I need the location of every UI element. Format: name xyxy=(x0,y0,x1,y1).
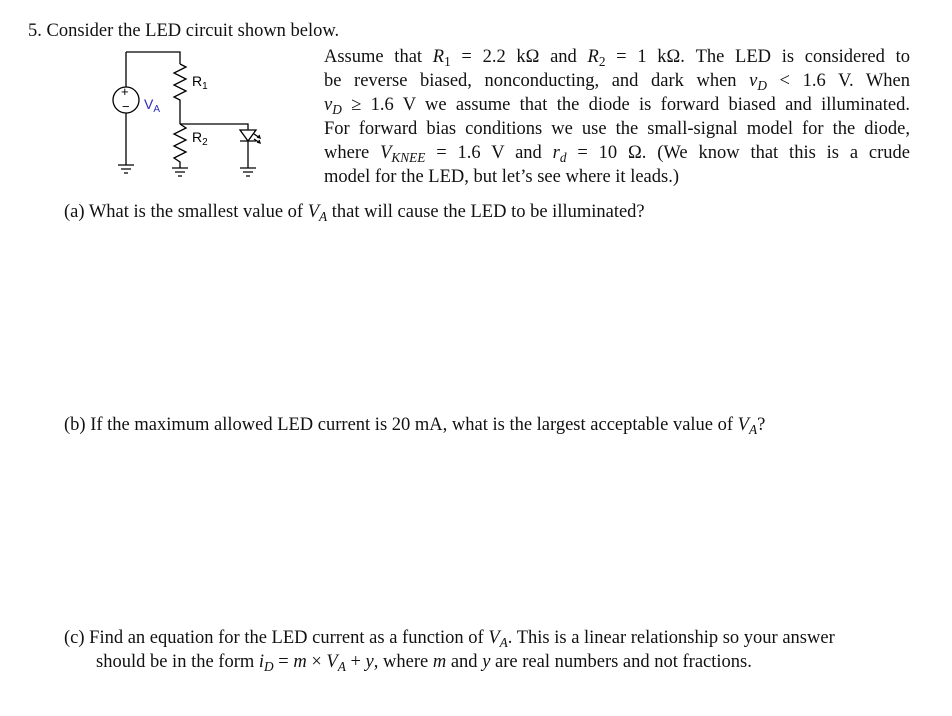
assumption-line-2: be reverse biased, nonconducting, and dark when $v_D < 1.6$ V. When xyxy=(324,71,910,93)
led-circuit-schematic xyxy=(104,44,276,184)
part-a-question: (a) What is the smallest value of $V_A$ that will cause the LED to be illuminated? xyxy=(64,202,645,224)
resistor-r2-symbol xyxy=(174,124,186,168)
question-header xyxy=(28,19,339,43)
source-plus-sign: + xyxy=(121,84,129,99)
resistor-r2-label: $R_2$ xyxy=(192,129,208,148)
assumption-line-4: For forward bias conditions we use the small-signal model for the diode, xyxy=(324,119,910,139)
resistor-r1-symbol xyxy=(174,64,186,124)
assumption-line-6: model for the LED, but let’s see where it leads.) xyxy=(324,167,679,187)
assumption-line-5: where $V_{KNEE} = 1.6$ V and $r_d = 10$ Ω. (We know that this is a crude xyxy=(324,143,910,165)
ground-led-icon xyxy=(240,168,256,176)
source-label: $V_A$ xyxy=(144,96,161,115)
resistor-r1-label: $R_1$ xyxy=(192,73,208,92)
assumption-line-1: Assume that $R_1 = 2.2$ kΩ and $R_2 = 1$ kΩ. The LED is considered to xyxy=(324,47,910,69)
question-number: 5. xyxy=(28,21,42,41)
question-intro: Consider the LED circuit shown below. xyxy=(46,21,340,41)
led-symbol xyxy=(240,130,256,141)
ground-r2-icon xyxy=(172,168,188,176)
part-c-question-line-2: should be in the form $i_D = m \times V_A + y$, where m and y are real numbers and not fractions. xyxy=(96,652,752,674)
source-minus-sign: − xyxy=(122,99,130,114)
assumption-line-3: $v_D \ge 1.6$ V we assume that the diode is forward biased and illuminated. xyxy=(324,95,910,117)
part-b-question: (b) If the maximum allowed LED current is 20 mA, what is the largest acceptable value of $V_A$? xyxy=(64,415,766,437)
ground-source-icon xyxy=(118,165,134,173)
top-wire xyxy=(126,52,180,64)
part-c-question-line-1: (c) Find an equation for the LED current as a function of $V_A$. This is a linear relationship so your answer xyxy=(64,628,835,650)
node-wire xyxy=(180,124,248,128)
